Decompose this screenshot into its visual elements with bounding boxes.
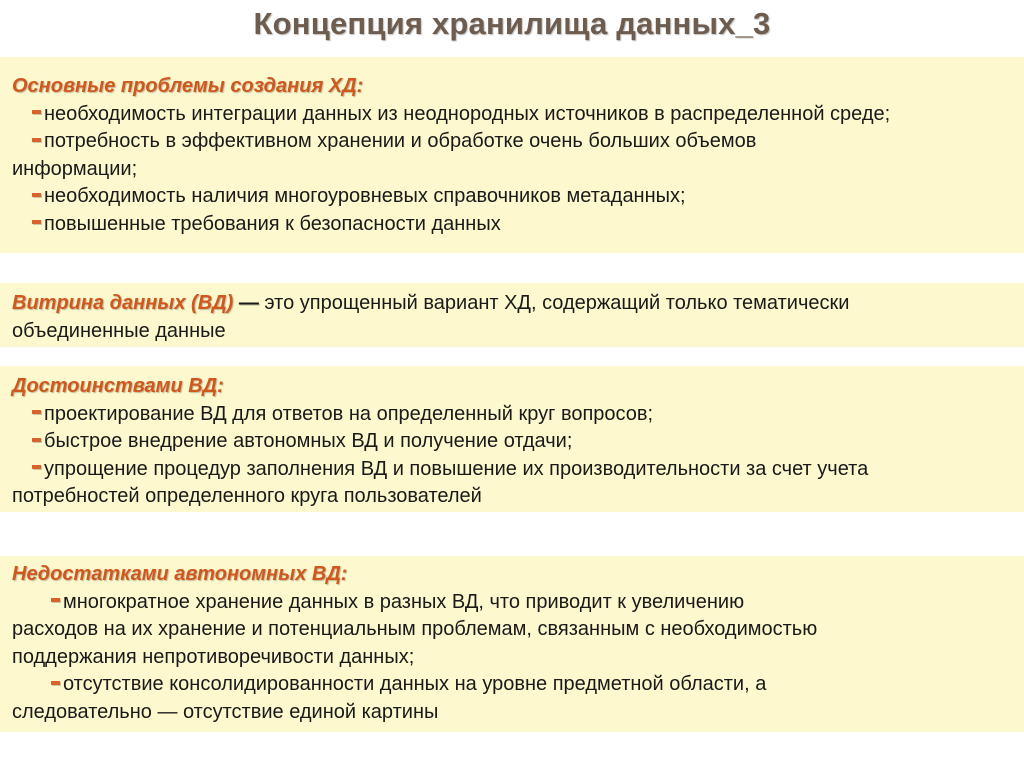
- list-item: упрощение процедур заполнения ВД и повышение их производительности за счет учета: [12, 456, 1014, 484]
- disadvantages-heading: Недостатками автономных ВД:: [12, 563, 348, 585]
- disadvantages-section: [0, 556, 1024, 732]
- dash-bullet-icon: [51, 598, 60, 602]
- dash-bullet-icon: [32, 438, 41, 442]
- dash-bullet-icon: [32, 193, 41, 197]
- dash-bullet-icon: [51, 681, 60, 685]
- datamart-dash: —: [238, 292, 259, 314]
- list-item: повышенные требования к безопасности данных: [12, 211, 1014, 239]
- datamart-definition-cont: объединенные данные: [12, 319, 226, 342]
- list-item-continuation: потребностей определенного круга пользователей: [12, 485, 482, 507]
- datamart-heading: Витрина данных (ВД): [12, 292, 234, 314]
- problems-section: [0, 57, 1024, 253]
- list-item: потребность в эффективном хранении и обработке очень больших объемов: [12, 128, 1014, 156]
- datamart-definition: это упрощенный вариант ХД, содержащий только тематически: [264, 292, 850, 314]
- list-item-continuation: следовательно — отсутствие единой картины: [12, 700, 439, 723]
- dash-bullet-icon: [32, 465, 41, 469]
- advantages-heading: Достоинствами ВД:: [12, 375, 224, 397]
- list-item: многократное хранение данных в разных ВД, что приводит к увеличению: [12, 589, 1014, 617]
- list-item: отсутствие консолидированности данных на уровне предметной области, а: [12, 671, 1014, 699]
- datamart-section: [0, 283, 1024, 347]
- page-title: Концепция хранилища данных_3: [253, 6, 771, 41]
- list-item: быстрое внедрение автономных ВД и получение отдачи;: [12, 428, 1014, 456]
- advantages-section: [0, 366, 1024, 512]
- list-item-continuation: поддержания непротиворечивости данных;: [12, 645, 415, 668]
- list-item-continuation: расходов на их хранение и потенциальным проблемам, связанным с необходимостью: [12, 618, 818, 640]
- list-item-continuation: информации;: [12, 157, 138, 180]
- problems-heading: Основные проблемы создания ХД:: [12, 75, 364, 97]
- dash-bullet-icon: [32, 110, 41, 114]
- dash-bullet-icon: [32, 138, 41, 142]
- dash-bullet-icon: [32, 220, 41, 224]
- list-item: необходимость интеграции данных из неоднородных источников в распределенной среде;: [12, 101, 1014, 129]
- list-item: проектирование ВД для ответов на определенный круг вопросов;: [12, 401, 1014, 429]
- dash-bullet-icon: [32, 410, 41, 414]
- list-item: необходимость наличия многоуровневых справочников метаданных;: [12, 183, 1014, 211]
